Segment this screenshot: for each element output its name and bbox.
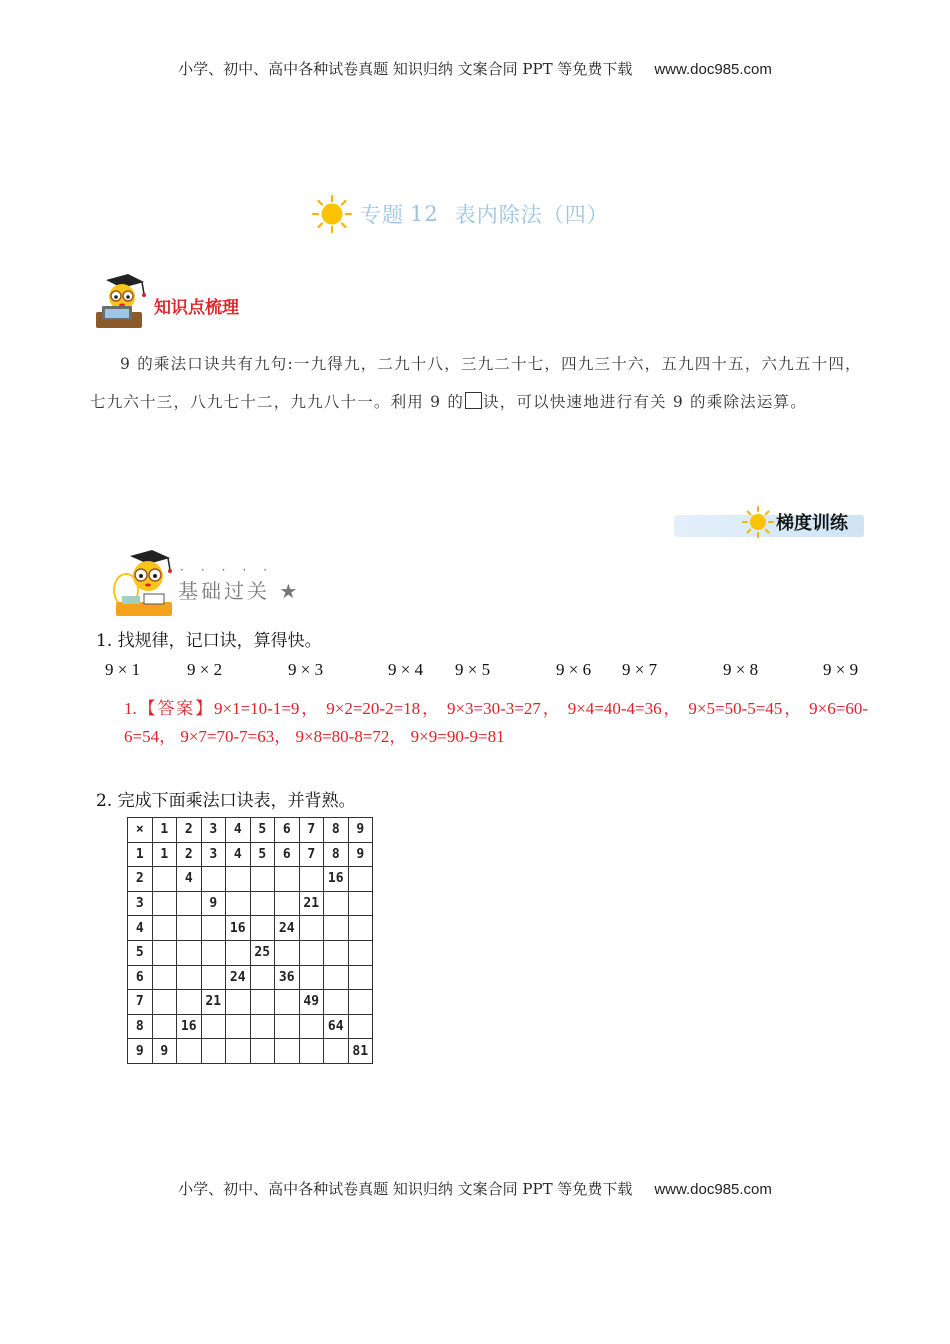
title-prefix: 专题: [360, 203, 404, 227]
table-blank-cell: [152, 940, 177, 965]
title-number: 12: [410, 202, 439, 226]
table-blank-cell: [250, 891, 275, 916]
table-header-cell: ×: [128, 818, 153, 843]
table-blank-cell: [250, 965, 275, 990]
header-text: 小学、初中、高中各种试卷真题 知识归纳 文案合同 PPT 等免费下载: [178, 60, 633, 78]
training-banner: [742, 506, 848, 538]
table-blank-cell: [201, 965, 226, 990]
table-row: [128, 891, 373, 916]
table-cell: 16: [226, 916, 251, 941]
table-blank-cell: [250, 867, 275, 892]
table-blank-cell: [226, 1014, 251, 1039]
knowledge-label: 知识点梳理: [154, 298, 239, 318]
table-blank-cell: [152, 916, 177, 941]
table-blank-cell: [299, 916, 324, 941]
table-cell: 9: [152, 1039, 177, 1064]
table-cell: 2: [177, 842, 202, 867]
table-blank-cell: [348, 867, 373, 892]
table-blank-cell: [275, 867, 300, 892]
table-blank-cell: [324, 891, 349, 916]
table-header-cell: 9: [348, 818, 373, 843]
table-blank-cell: [201, 940, 226, 965]
table-cell: 9: [201, 891, 226, 916]
table-blank-cell: [250, 990, 275, 1015]
knowledge-text-before: 9 的乘法口诀共有九句:一九得九，二九十八，三九二十七，四九三十六，五九四十五，六九五十四，七九六十三，八九七十二，九九八十一。利用 9 的: [90, 355, 862, 411]
basic-section-heading: [108, 548, 300, 618]
table-cell: 5: [250, 842, 275, 867]
table-row: [128, 940, 373, 965]
star-icon: ★: [279, 579, 301, 603]
table-blank-cell: [324, 916, 349, 941]
table-blank-cell: [201, 1039, 226, 1064]
table-header-cell: 5: [250, 818, 275, 843]
table-blank-cell: [152, 1014, 177, 1039]
table-blank-cell: [299, 940, 324, 965]
table-row: [128, 1014, 373, 1039]
expression: 9 × 4: [388, 660, 424, 679]
table-cell: 24: [275, 916, 300, 941]
expression: 9 × 7: [622, 660, 658, 679]
table-header-cell: 9: [128, 1039, 153, 1064]
table-blank-cell: [177, 1039, 202, 1064]
table-cell: 8: [324, 842, 349, 867]
training-label: 梯度训练: [776, 513, 848, 534]
question-2: 2. 完成下面乘法口诀表，并背熟。: [96, 791, 356, 811]
table-header-cell: 8: [128, 1014, 153, 1039]
table-blank-cell: [299, 867, 324, 892]
table-cell: 9: [348, 842, 373, 867]
table-blank-cell: [324, 1039, 349, 1064]
table-blank-cell: [348, 965, 373, 990]
table-blank-cell: [226, 940, 251, 965]
footer-text: 小学、初中、高中各种试卷真题 知识归纳 文案合同 PPT 等免费下载: [178, 1180, 633, 1198]
table-header-cell: 2: [128, 867, 153, 892]
table-blank-cell: [348, 891, 373, 916]
table-cell: 7: [299, 842, 324, 867]
knowledge-text: [90, 345, 865, 421]
table-cell: 3: [201, 842, 226, 867]
table-header-cell: 7: [128, 990, 153, 1015]
table-blank-cell: [250, 1014, 275, 1039]
table-row: [128, 842, 373, 867]
page-footer: [0, 1178, 950, 1199]
answer-1: 1.【答案】9×1=10-1=9， 9×2=20-2=18， 9×3=30-3=27， 9×4=40-4=36， 9×5=50-5=45， 9×6=60-6=54， 9×7=70-7=63， 9×8=80-8=72， 9×9=90-9=81: [124, 699, 868, 746]
table-blank-cell: [348, 1014, 373, 1039]
table-blank-cell: [177, 965, 202, 990]
table-cell: 25: [250, 940, 275, 965]
table-cell: 36: [275, 965, 300, 990]
table-row: [128, 818, 373, 843]
table-header-cell: 5: [128, 940, 153, 965]
table-blank-cell: [324, 990, 349, 1015]
table-header-cell: 6: [275, 818, 300, 843]
table-cell: 24: [226, 965, 251, 990]
table-blank-cell: [324, 965, 349, 990]
table-blank-cell: [177, 891, 202, 916]
table-header-cell: 7: [299, 818, 324, 843]
table-blank-cell: [201, 916, 226, 941]
table-cell: 21: [299, 891, 324, 916]
page-header: [0, 58, 950, 79]
expression: 9 × 2: [187, 660, 223, 679]
table-blank-cell: [299, 965, 324, 990]
table-header-cell: 6: [128, 965, 153, 990]
table-blank-cell: [201, 867, 226, 892]
table-blank-cell: [152, 990, 177, 1015]
table-blank-cell: [226, 990, 251, 1015]
expression: 9 × 8: [723, 660, 759, 679]
expression: 9 × 1: [105, 660, 141, 679]
table-cell: 49: [299, 990, 324, 1015]
basic-label: [178, 563, 301, 604]
table-cell: 4: [226, 842, 251, 867]
table-header-cell: 4: [226, 818, 251, 843]
expression: 9 × 9: [823, 660, 859, 679]
sun-icon: [742, 506, 774, 538]
table-blank-cell: [275, 891, 300, 916]
footer-url[interactable]: www.doc985.com: [654, 1181, 772, 1198]
table-cell: 64: [324, 1014, 349, 1039]
table-header-cell: 8: [324, 818, 349, 843]
table-blank-cell: [324, 940, 349, 965]
expression-row: [0, 660, 950, 682]
table-row: [128, 990, 373, 1015]
table-blank-cell: [226, 891, 251, 916]
table-cell: 6: [275, 842, 300, 867]
table-cell: 4: [177, 867, 202, 892]
table-blank-cell: [250, 916, 275, 941]
table-blank-cell: [275, 990, 300, 1015]
table-cell: 1: [152, 842, 177, 867]
table-blank-cell: [299, 1039, 324, 1064]
knowledge-text-after: 诀，可以快速地进行有关 9 的乘除法运算。: [483, 393, 807, 411]
table-header-cell: 3: [201, 818, 226, 843]
table-blank-cell: [177, 940, 202, 965]
table-blank-cell: [226, 1039, 251, 1064]
table-header-cell: 1: [152, 818, 177, 843]
table-blank-cell: [348, 990, 373, 1015]
table-blank-cell: [152, 891, 177, 916]
table-blank-cell: [299, 1014, 324, 1039]
table-blank-cell: [177, 916, 202, 941]
table-blank-cell: [152, 965, 177, 990]
table-header-cell: 2: [177, 818, 202, 843]
table-cell: 16: [177, 1014, 202, 1039]
table-blank-cell: [226, 867, 251, 892]
title-name: 表内除法（四）: [454, 203, 609, 227]
table-blank-cell: [275, 1039, 300, 1064]
table-header-cell: 1: [128, 842, 153, 867]
table-blank-cell: [201, 1014, 226, 1039]
table-blank-cell: [348, 940, 373, 965]
table-blank-cell: [275, 940, 300, 965]
table-blank-cell: [275, 1014, 300, 1039]
basic-dots: ·····: [180, 563, 285, 577]
table-row: [128, 916, 373, 941]
page-title: [310, 196, 609, 232]
multiplication-table: [127, 817, 373, 1064]
basic-label-text: 基础过关: [178, 579, 270, 603]
table-cell: 21: [201, 990, 226, 1015]
header-url[interactable]: www.doc985.com: [654, 61, 772, 78]
mascot-reading-icon: [108, 548, 178, 618]
table-blank-cell: [250, 1039, 275, 1064]
table-row: [128, 867, 373, 892]
table-blank-cell: [152, 867, 177, 892]
question-1: 1. 找规律，记口诀，算得快。: [96, 631, 322, 651]
table-blank-cell: [348, 916, 373, 941]
table-blank-cell: [177, 990, 202, 1015]
expression: 9 × 5: [455, 660, 491, 679]
table-header-cell: 3: [128, 891, 153, 916]
mascot-laptop-icon: [92, 270, 152, 332]
blank-box: [465, 392, 482, 409]
table-header-cell: 4: [128, 916, 153, 941]
knowledge-section-heading: [92, 270, 239, 332]
table-row: [128, 965, 373, 990]
sun-icon: [310, 194, 354, 234]
table-cell: 16: [324, 867, 349, 892]
table-cell: 81: [348, 1039, 373, 1064]
expression: 9 × 6: [556, 660, 592, 679]
table-row: [128, 1039, 373, 1064]
expression: 9 × 3: [288, 660, 324, 679]
